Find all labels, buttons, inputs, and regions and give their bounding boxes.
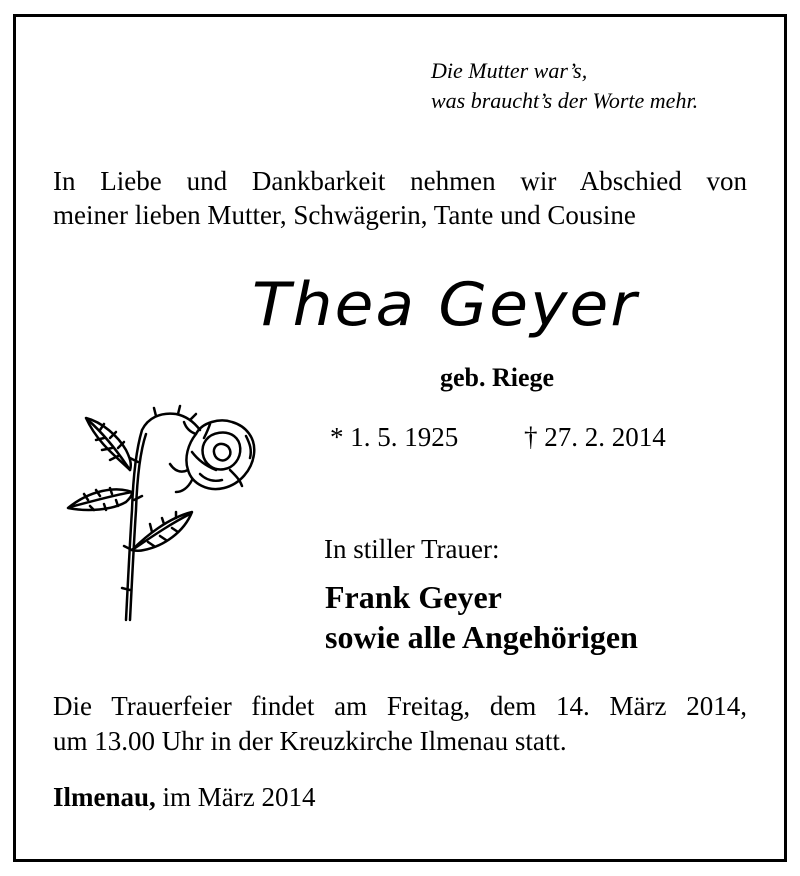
motto-line-2: was braucht’s der Worte mehr. [431,88,699,113]
maiden-name: geb. Riege [440,363,555,392]
funeral-line-2: um 13.00 Uhr in der Kreuzkirche Ilmenau statt. [53,726,567,756]
mourner-name: Frank Geyer [325,579,502,615]
intro-line-1: In Liebe und Dankbarkeit nehmen wir Abschied von [53,166,747,196]
place-name: Ilmenau, [53,782,156,812]
mourning-intro: In stiller Trauer: [324,534,500,564]
mourner-relatives: sowie alle Angehörigen [325,619,638,655]
funeral-line-1: Die Trauerfeier findet am Freitag, dem 14. März 2014, [53,691,747,721]
motto-line-1: Die Mutter war’s, [431,58,588,83]
intro-line-2: meiner lieben Mutter, Schwägerin, Tante und Cousine [53,200,636,230]
notice-date: im März 2014 [162,782,316,812]
birth-date: * 1. 5. 1925 [330,422,459,452]
rose-icon [60,400,260,630]
deceased-name: Thea Geyer [252,270,639,340]
death-date: † 27. 2. 2014 [524,422,666,452]
motto-quote [431,56,698,116]
place-date [53,780,316,814]
intro-text [53,164,747,232]
funeral-notice [53,689,747,759]
